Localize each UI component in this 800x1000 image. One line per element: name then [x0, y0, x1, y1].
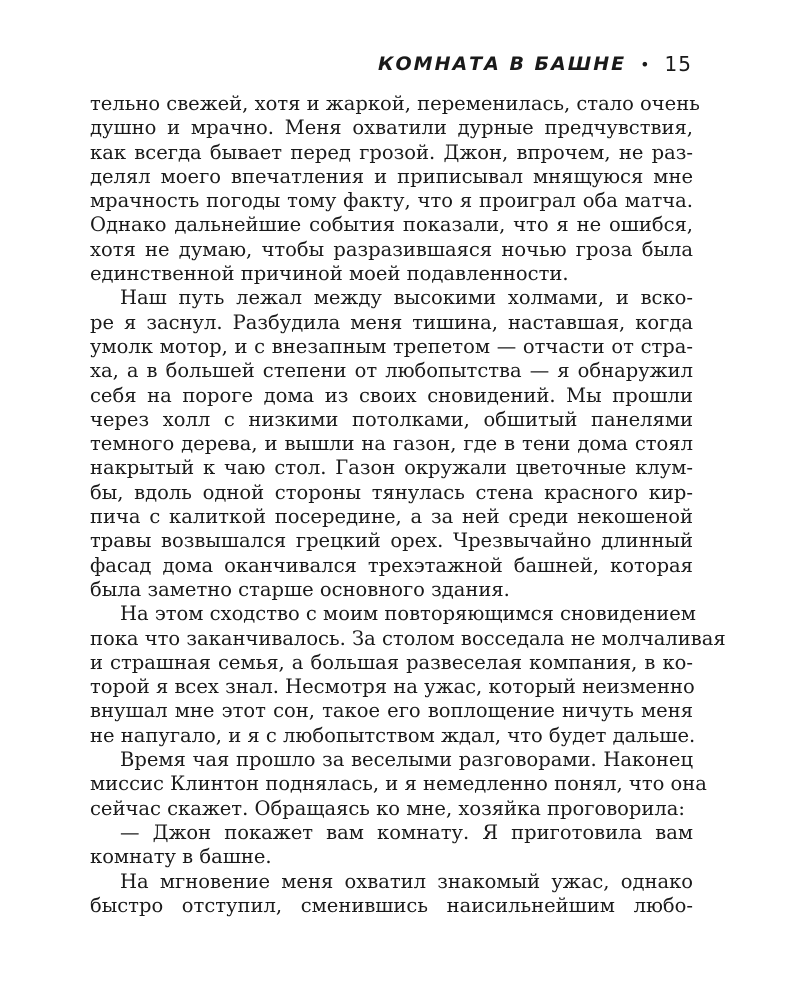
text-line: — Джон покажет вам комнату. Я приготовила вам — [120, 820, 693, 844]
text-line: На мгновение меня охватил знакомый ужас, однако — [120, 869, 693, 893]
text-line: торой я всех знал. Несмотря на ужас, который неизменно — [90, 675, 695, 699]
text-line: пока что заканчивалось. За столом восседала не молчаливая — [90, 626, 726, 650]
text-line: тельно свежей, хотя и жаркой, переменилась, стало очень — [90, 92, 700, 115]
text-line: душно и мрачно. Меня охватили дурные предчувствия, — [90, 116, 693, 140]
text-line: мрачность погоды тому факту, что я проиграл оба матча. — [90, 189, 693, 213]
text-line: комнату в башне. — [90, 845, 272, 869]
text-line: фасад дома оканчивался трехэтажной башней, которая — [90, 553, 693, 577]
running-title: КОМНАТА В БАШНЕ — [377, 53, 627, 75]
text-line: быстро отступил, сменившись наисильнейшим любо- — [90, 893, 693, 917]
text-line: ха, а в большей степени от любопытства — я обнаружил — [90, 359, 693, 383]
text-line: хотя не думаю, чтобы разразившаяся ночью гроза была — [90, 237, 693, 261]
text-line: делял моего впечатления и приписывал мнящуюся мне — [90, 164, 693, 188]
page-number: 15 — [664, 52, 692, 76]
text-line: через холл с низкими потолками, обшитый панелями — [90, 407, 693, 431]
text-line: себя на пороге дома из своих сновидений. Мы прошли — [90, 383, 693, 407]
text-line: не напугало, и я с любопытством ждал, что будет дальше. — [90, 723, 696, 747]
text-line: Наш путь лежал между высокими холмами, и вско- — [120, 286, 693, 310]
text-line: умолк мотор, и с внезапным трепетом — отчасти от стра- — [90, 334, 693, 358]
body-text — [90, 92, 726, 918]
text-line: как всегда бывает перед грозой. Джон, впрочем, не раз- — [90, 140, 693, 164]
text-line: ре я заснул. Разбудила меня тишина, наставшая, когда — [90, 310, 693, 334]
text-line: Однако дальнейшие события показали, что я не ошибся, — [90, 213, 693, 237]
text-line: миссис Клинтон поднялась, и я немедленно понял, что она — [90, 772, 707, 796]
text-line: единственной причиной моей подавленности. — [90, 262, 569, 286]
text-line: На этом сходство с моим повторяющимся сновидением — [120, 602, 696, 626]
running-header — [378, 52, 692, 76]
text-line: темного дерева, и вышли на газон, где в тени дома стоял — [90, 432, 693, 456]
text-line: пича с калиткой посередине, а за ней среди некошеной — [90, 505, 693, 529]
text-line: внушал мне этот сон, такое его воплощение ничуть меня — [90, 699, 693, 723]
text-line: бы, вдоль одной стороны тянулась стена красного кир- — [90, 480, 693, 504]
text-line: и страшная семья, а большая развеселая компания, в ко- — [90, 650, 693, 674]
text-line: была заметно старше основного здания. — [90, 577, 510, 601]
text-line: травы возвышался грецкий орех. Чрезвычайно длинный — [90, 529, 693, 553]
text-line: Время чая прошло за веселыми разговорами. Наконец — [120, 748, 693, 772]
header-bullet: • — [640, 54, 651, 74]
text-line: накрытый к чаю стол. Газон окружали цветочные клум- — [90, 456, 693, 480]
text-line: сейчас скажет. Обращаясь ко мне, хозяйка проговорила: — [90, 796, 685, 820]
